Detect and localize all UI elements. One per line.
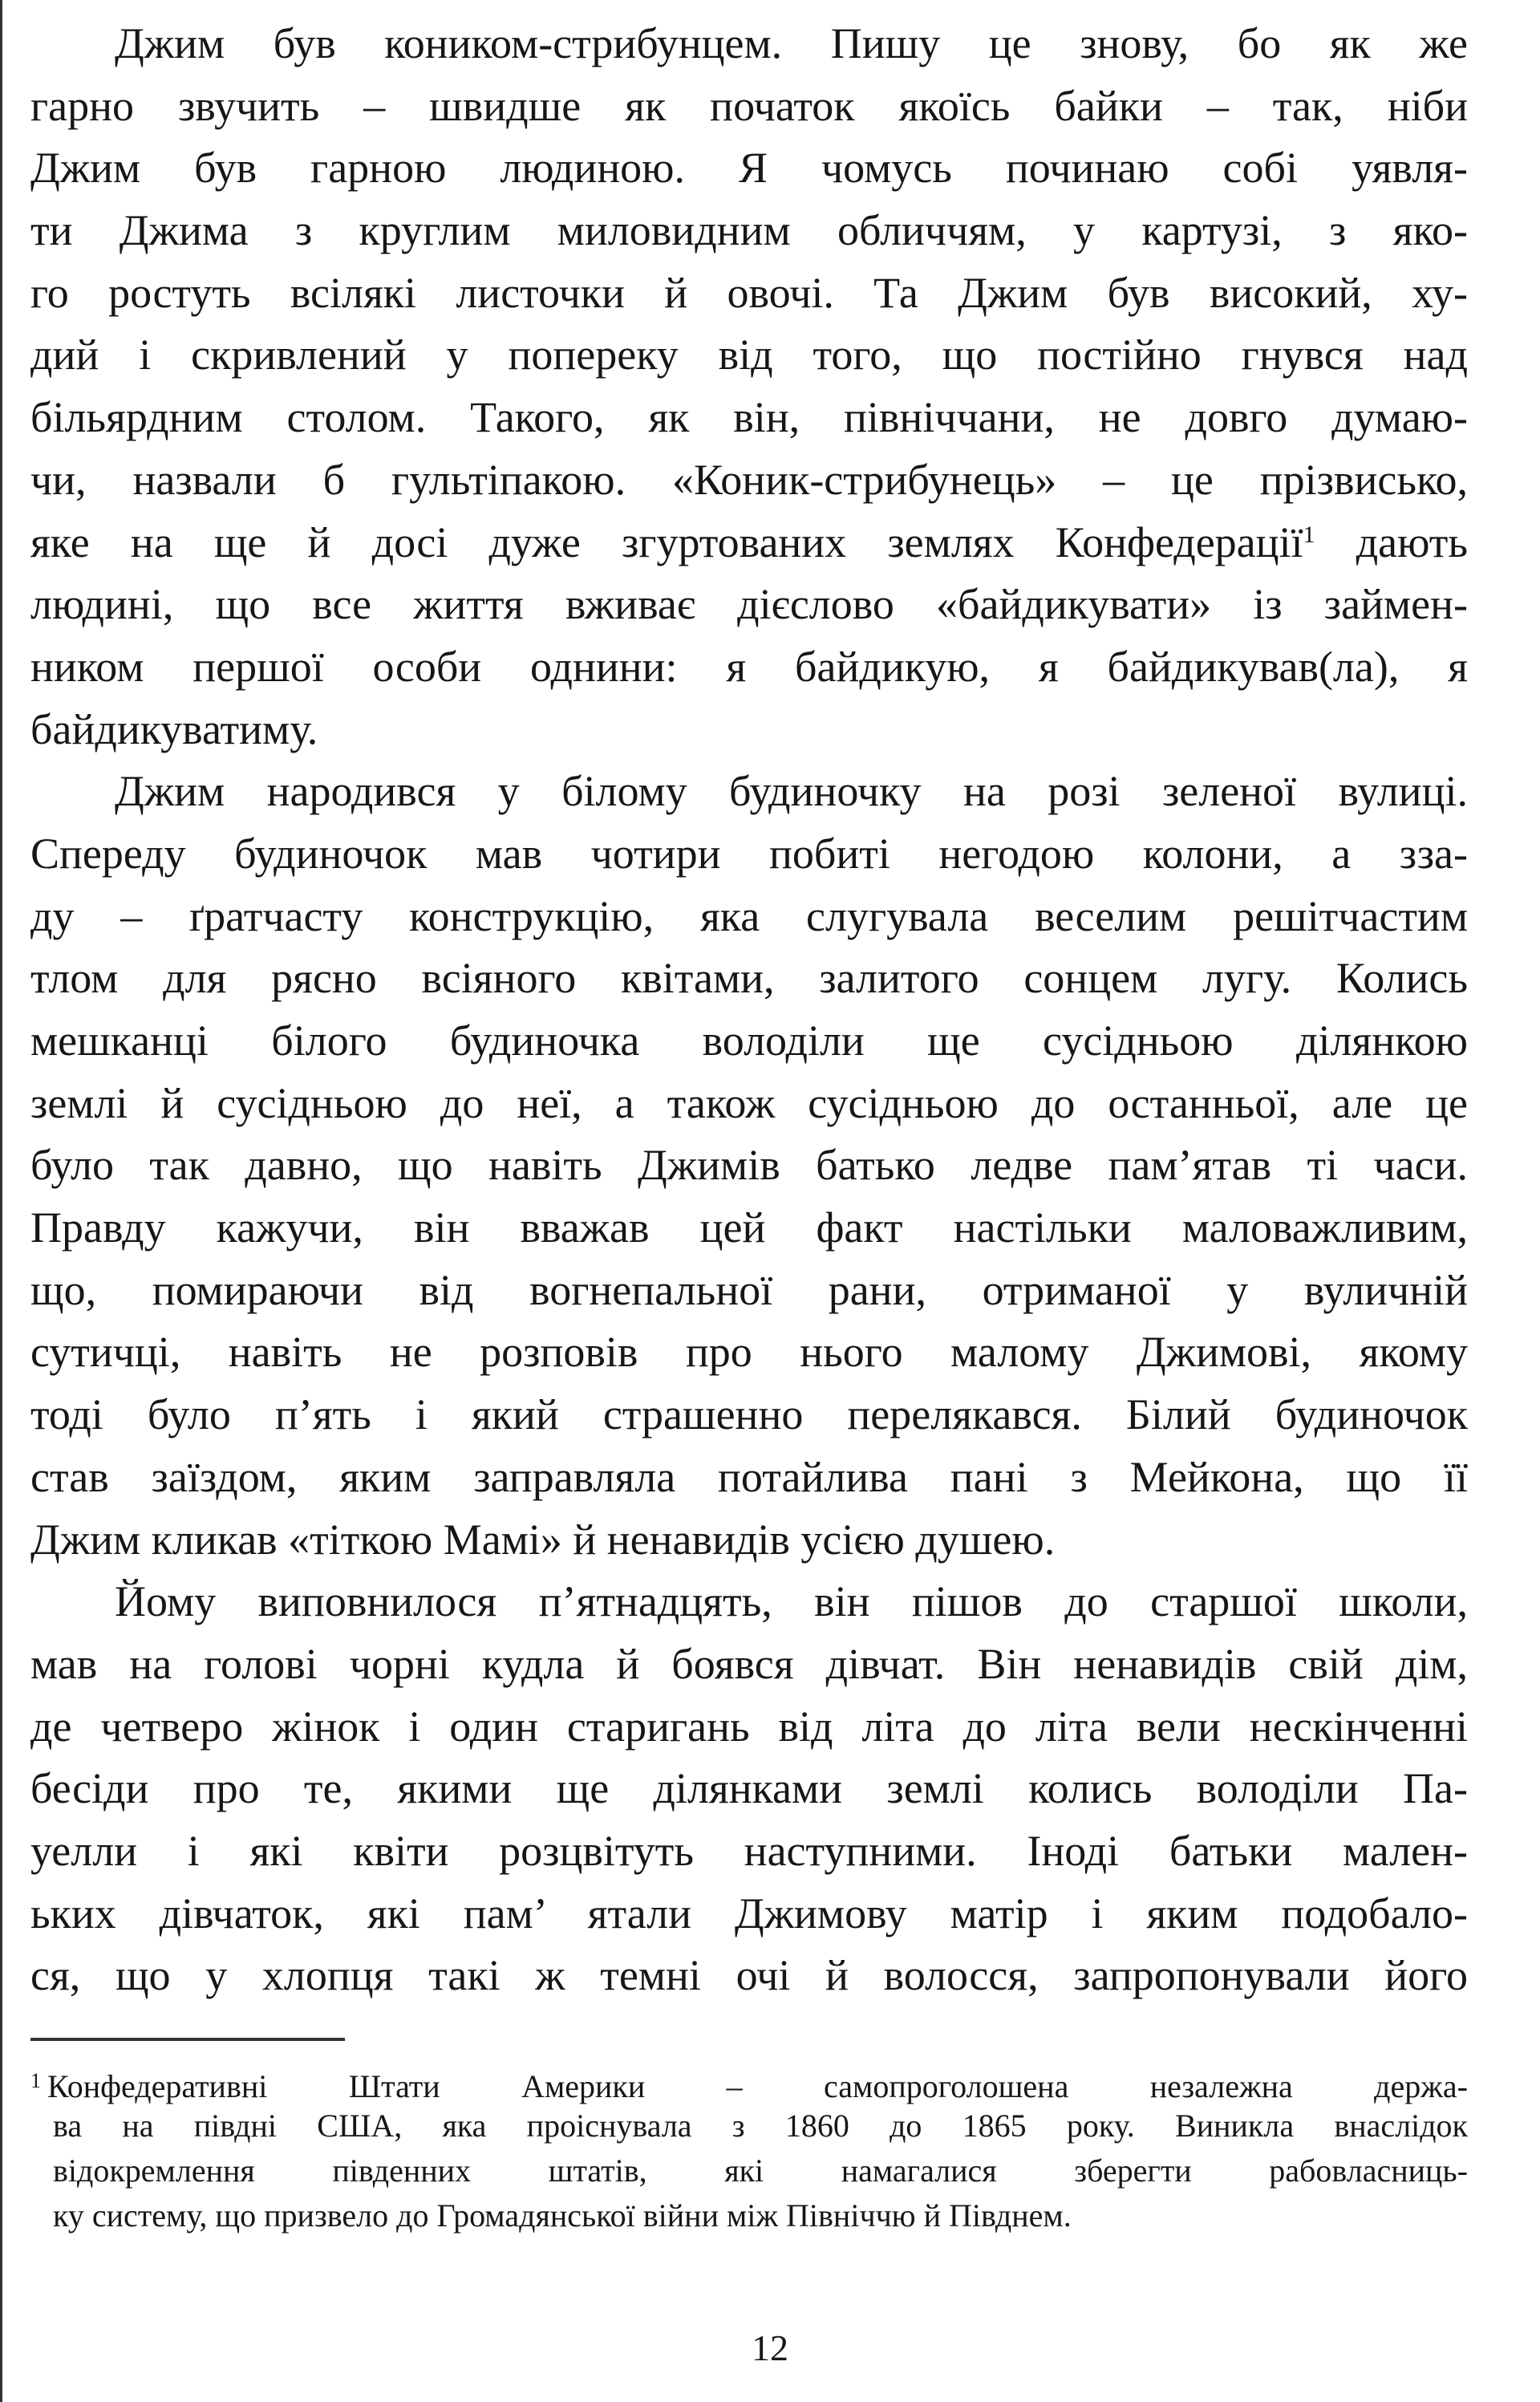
- footnote: [30, 2059, 1468, 2238]
- text-line: чи, назвали б гультіпакою. «Коник-стрибунець» – це прізвисько,: [30, 455, 1468, 504]
- text-line: тлом для рясно всіяного квітами, залитого сонцем лугу. Колись: [30, 954, 1468, 1003]
- footnote-marker: 1: [30, 2069, 41, 2092]
- text: Конфедеративні Штати Америки – самопроголошена незалежна держа-: [47, 2068, 1468, 2104]
- text-line: ником першої особи однини: я байдикую, я байдикував(ла), я: [30, 642, 1468, 691]
- text-line: дий і скривлений у попереку від того, що постійно гнувся над: [30, 331, 1468, 379]
- text-line: Йому виповнилося п’ятнадцять, він пішов до старшої школи,: [115, 1577, 1468, 1626]
- text-line: тоді було п’ять і який страшенно перелякався. Білий будиночок: [30, 1390, 1468, 1439]
- text-line: що, помираючи від вогнепальної рани, отриманої у вуличній: [30, 1265, 1468, 1314]
- text-line: став заїздом, яким заправляла потайлива пані з Мейкона, що її: [30, 1452, 1468, 1501]
- text-line: де четверо жінок і один старигань від літа до літа вели нескінченні: [30, 1702, 1468, 1751]
- text-line: ду – ґратчасту конструкцію, яка слугувала веселим решітчастим: [30, 891, 1468, 940]
- text-line: більярдним столом. Такого, як він, північчани, не довго думаю-: [30, 393, 1468, 442]
- footnote-reference[interactable]: 1: [1303, 521, 1315, 548]
- text-line: землі й сусідньою до неї, а також сусідньою до останньої, але це: [30, 1078, 1468, 1127]
- text-line: ся, що у хлопця такі ж темні очі й волосся, запропонували його: [30, 1951, 1468, 2000]
- footnote-line: ку систему, що призвело до Громадянської війни між Північчю й Півднем.: [53, 2197, 1072, 2234]
- text-line: уелли і які квіти розцвітуть наступними. Іноді батьки мален-: [30, 1826, 1468, 1875]
- text-line: [30, 512, 1468, 574]
- text-line: мешканці білого будиночка володіли ще сусідньою ділянкою: [30, 1016, 1468, 1065]
- footnote-line: ва на півдні США, яка проіснувала з 1860 до 1865 року. Виникла внаслідок: [53, 2108, 1468, 2144]
- text-line: байдикуватиму.: [30, 704, 318, 753]
- footnote-line: [30, 2059, 1468, 2104]
- text-line: Джим був коником-стрибунцем. Пишу це знову, бо як же: [115, 19, 1468, 67]
- text-line: сутичці, навіть не розповів про нього малому Джимові, якому: [30, 1328, 1468, 1377]
- text: яке на ще й досі дуже згуртованих землях Конфедерації: [30, 517, 1303, 566]
- text: дають: [1315, 517, 1468, 566]
- text-line: Джим був гарною людиною. Я чомусь починаю собі уявля-: [30, 144, 1468, 193]
- text-line: ти Джима з круглим миловидним обличчям, у картузі, з яко-: [30, 206, 1468, 255]
- text-line: бесіди про те, якими ще ділянками землі колись володіли Па-: [30, 1764, 1468, 1813]
- page-number: 12: [752, 2327, 788, 2368]
- footnote-line: відокремлення південних штатів, які намагалися зберегти рабовласниць-: [53, 2152, 1468, 2189]
- text-line: ьких дівчаток, які пам’ ятали Джимову матір і яким подобало-: [30, 1889, 1468, 1937]
- text-line: гарно звучить – швидше як початок якоїсь байки – так, ніби: [30, 81, 1468, 130]
- text-line: Джим кликав «тіткою Мамі» й ненавидів усією душею.: [30, 1515, 1056, 1564]
- text-line: Спереду будиночок мав чотири побиті негодою колони, а зза-: [30, 829, 1468, 878]
- text-line: людині, що все життя вживає дієслово «байдикувати» із займен-: [30, 580, 1468, 629]
- page-edge: [0, 0, 2, 2402]
- footnote-divider: [30, 2038, 345, 2041]
- text-line: го ростуть всілякі листочки й овочі. Та Джим був високий, ху-: [30, 268, 1468, 317]
- text-line: Правду кажучи, він вважав цей факт настільки маловажливим,: [30, 1203, 1468, 1252]
- text-line: було так давно, що навіть Джимів батько ледве пам’ятав ті часи.: [30, 1141, 1468, 1190]
- body-text: [30, 13, 1468, 2007]
- text-line: Джим народився у білому будиночку на розі зеленої вулиці.: [115, 767, 1468, 816]
- text-line: мав на голові чорні кудла й боявся дівчат. Він ненавидів свій дім,: [30, 1639, 1468, 1688]
